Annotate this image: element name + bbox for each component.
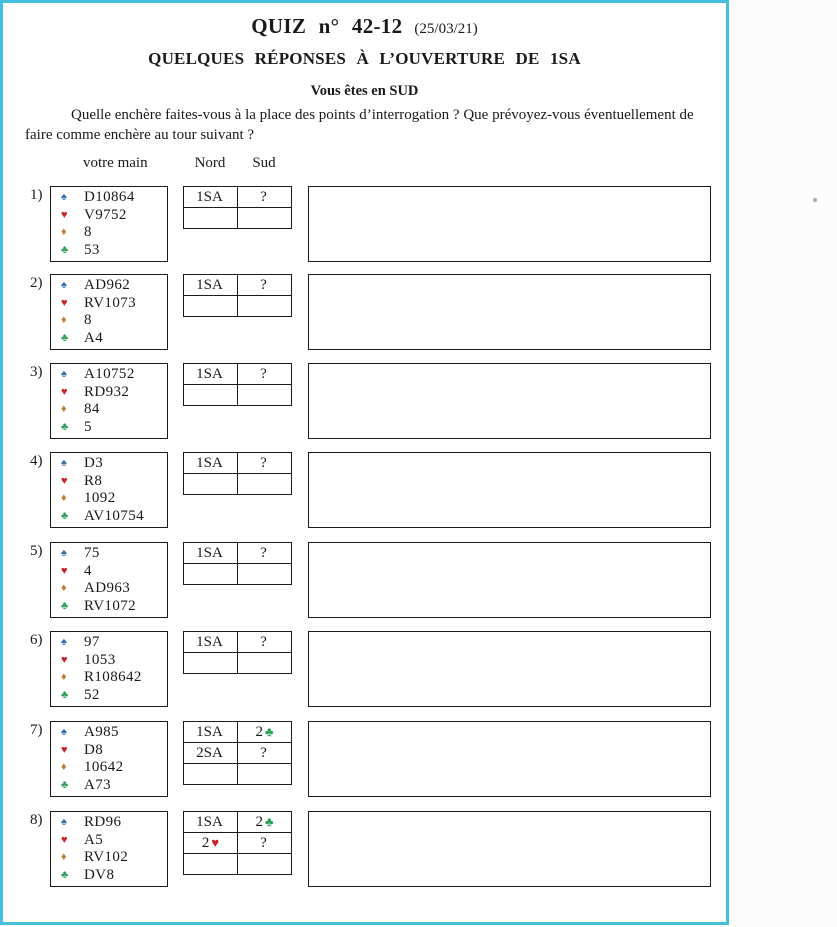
suit-line [51,687,167,705]
quiz-item-5 [3,542,732,620]
bid-text: ? [260,633,267,650]
bid-cell-nord [184,833,238,854]
club-cards: A4 [84,329,104,346]
bid-text: 2SA [196,744,223,761]
bid-cell-nord [184,564,238,585]
club-cards: A73 [84,776,112,793]
hand-box [50,811,168,887]
bid-cell-sud [238,364,292,385]
club-icon: ♣ [61,509,69,522]
bidding-table [183,363,292,406]
club-icon: ♣ [61,243,69,256]
bid-cell-sud [238,722,292,743]
item-number: 5) [30,543,43,559]
suit-line [51,384,167,402]
bid-text: 2 [255,723,263,740]
suit-line [51,563,167,581]
position-note: Vous êtes en SUD [310,83,419,99]
diamond-cards: 8 [84,312,92,329]
bidding-table [183,631,292,674]
quiz-item-2 [3,274,732,352]
quiz-item-8 [3,811,732,889]
suit-line [51,634,167,652]
bid-suit-icon: ♣ [264,813,274,829]
spade-cards: 75 [84,545,100,562]
bid-cell-sud [238,187,292,208]
spade-cards: D10864 [84,189,135,206]
spade-icon: ♠ [61,726,67,739]
quiz-subtitle: QUELQUES RÉPONSES À L’OUVERTURE DE 1SA [148,49,581,68]
suit-line [51,849,167,867]
suit-line [51,330,167,348]
heart-cards: A5 [84,831,104,848]
bid-text: 1SA [196,188,223,205]
bid-suit-icon: ♣ [264,723,274,739]
club-cards: DV8 [84,866,115,883]
hand-box [50,274,168,350]
bid-text: 1SA [196,723,223,740]
club-icon: ♣ [61,331,69,344]
bid-text: ? [260,188,267,205]
diamond-icon: ♦ [61,492,67,505]
bid-cell-sud [238,296,292,317]
spade-icon: ♠ [61,547,67,560]
diamond-cards: AD963 [84,580,131,597]
heart-icon: ♥ [61,208,68,221]
diamond-cards: RV102 [84,849,129,866]
bidding-table [183,811,292,875]
diamond-cards: 10642 [84,759,124,776]
quiz-item-6 [3,631,732,709]
bid-cell-sud [238,453,292,474]
bid-text: ? [260,276,267,293]
bid-cell-nord [184,854,238,875]
spade-icon: ♠ [61,368,67,381]
item-number: 6) [30,632,43,648]
bid-cell-nord [184,296,238,317]
suit-line [51,814,167,832]
column-header-hand: votre main [83,155,148,171]
suit-line [51,598,167,616]
diamond-icon: ♦ [61,671,67,684]
title-line [3,14,726,39]
bid-cell-sud [238,653,292,674]
spade-cards: A985 [84,724,119,741]
answer-box[interactable] [308,363,711,439]
heart-cards: D8 [84,741,104,758]
bid-cell-sud [238,275,292,296]
bid-cell-nord [184,543,238,564]
item-number: 1) [30,187,43,203]
item-number: 7) [30,722,43,738]
heart-icon: ♥ [61,564,68,577]
bid-cell-sud [238,564,292,585]
bid-cell-sud [238,474,292,495]
bid-cell-sud [238,632,292,653]
bid-cell-sud [238,854,292,875]
bid-cell-sud [238,833,292,854]
suit-line [51,277,167,295]
suit-line [51,401,167,419]
club-cards: RV1072 [84,597,137,614]
suit-line [51,490,167,508]
item-number: 4) [30,453,43,469]
answer-box[interactable] [308,452,711,528]
suit-line [51,545,167,563]
bid-text: ? [260,454,267,471]
suit-line [51,224,167,242]
suit-line [51,473,167,491]
bid-text: 2 [255,813,263,830]
suit-line [51,312,167,330]
suit-line [51,508,167,526]
bid-cell-nord [184,453,238,474]
bid-cell-sud [238,764,292,785]
suit-line [51,419,167,437]
bid-cell-nord [184,812,238,833]
item-number: 2) [30,275,43,291]
spade-cards: RD96 [84,814,122,831]
quiz-item-4 [3,452,732,530]
bid-cell-nord [184,275,238,296]
club-cards: 53 [84,241,100,258]
heart-cards: V9752 [84,206,127,223]
suit-line [51,580,167,598]
suit-line [51,189,167,207]
heart-cards: 4 [84,562,92,579]
heart-cards: R8 [84,472,103,489]
heart-icon: ♥ [61,474,68,487]
suit-line [51,867,167,885]
hand-box [50,363,168,439]
bid-text: 1SA [196,813,223,830]
spade-icon: ♠ [61,636,67,649]
bidding-table [183,721,292,785]
diamond-icon: ♦ [61,226,67,239]
bidding-table [183,186,292,229]
heart-icon: ♥ [61,743,68,756]
diamond-icon: ♦ [61,761,67,774]
item-number: 3) [30,364,43,380]
spade-cards: AD962 [84,277,131,294]
hand-box [50,721,168,797]
answer-box[interactable] [308,721,711,797]
spade-cards: A10752 [84,366,135,383]
scan-speck [813,198,817,202]
diamond-cards: 84 [84,401,100,418]
spade-icon: ♠ [61,816,67,829]
heart-cards: RD932 [84,383,130,400]
suit-line [51,455,167,473]
spade-cards: D3 [84,455,104,472]
spade-icon: ♠ [61,191,67,204]
hand-box [50,452,168,528]
diamond-cards: 1092 [84,490,116,507]
bid-text: ? [260,544,267,561]
answer-box[interactable] [308,811,711,887]
bid-text: 1SA [196,633,223,650]
heart-cards: 1053 [84,651,116,668]
suit-line [51,777,167,795]
bid-cell-nord [184,385,238,406]
diamond-icon: ♦ [61,582,67,595]
bidding-table [183,542,292,585]
bidding-table [183,274,292,317]
bid-cell-nord [184,653,238,674]
suit-line [51,669,167,687]
bid-cell-sud [238,543,292,564]
heart-icon: ♥ [61,653,68,666]
item-number: 8) [30,812,43,828]
spade-icon: ♠ [61,279,67,292]
bid-text: 1SA [196,365,223,382]
instructions-text: Quelle enchère faites-vous à la place des points d’interrogation ? Que prévoyez-vous éventuellement de faire comme enchère au tour suivant ? [25,107,694,143]
heart-cards: RV1073 [84,294,137,311]
spade-icon: ♠ [61,457,67,470]
heart-icon: ♥ [61,385,68,398]
hand-box [50,186,168,262]
column-header-nord: Nord [194,155,226,171]
bid-text: 2 [201,834,210,851]
bid-text: 1SA [196,544,223,561]
bid-cell-sud [238,208,292,229]
diamond-cards: 8 [84,224,92,241]
bid-cell-nord [184,187,238,208]
column-header-sud: Sud [252,155,276,171]
club-cards: 52 [84,686,100,703]
spade-cards: 97 [84,634,100,651]
bid-text: 1SA [196,276,223,293]
answer-box[interactable] [308,274,711,350]
bid-cell-sud [238,812,292,833]
bid-text: 1SA [196,454,223,471]
answer-box[interactable] [308,631,711,707]
hand-box [50,542,168,618]
bid-cell-nord [184,208,238,229]
answer-box[interactable] [308,542,711,618]
suit-line [51,366,167,384]
club-icon: ♣ [61,599,69,612]
club-icon: ♣ [61,778,69,791]
club-cards: AV10754 [84,507,145,524]
quiz-item-3 [3,363,732,441]
club-icon: ♣ [61,868,69,881]
suit-line [51,207,167,225]
suit-line [51,832,167,850]
club-icon: ♣ [61,420,69,433]
bid-cell-sud [238,385,292,406]
bid-cell-nord [184,364,238,385]
diamond-icon: ♦ [61,851,67,864]
suit-line [51,742,167,760]
bid-cell-nord [184,743,238,764]
club-cards: 5 [84,418,92,435]
diamond-icon: ♦ [61,403,67,416]
diamond-icon: ♦ [61,314,67,327]
bid-cell-nord [184,764,238,785]
suit-line [51,295,167,313]
quiz-title: QUIZ n° 42-12 [251,14,403,38]
diamond-cards: R108642 [84,669,142,686]
bid-cell-nord [184,632,238,653]
suit-line [51,242,167,260]
suit-line [51,652,167,670]
bid-cell-nord [184,722,238,743]
bidding-table [183,452,292,495]
bid-cell-sud [238,743,292,764]
quiz-item-1 [3,186,732,264]
bid-text: ? [260,834,267,851]
hand-box [50,631,168,707]
heart-icon: ♥ [61,833,68,846]
suit-line [51,759,167,777]
suit-line [51,724,167,742]
answer-box[interactable] [308,186,711,262]
bid-text: ? [260,744,267,761]
heart-icon: ♥ [61,296,68,309]
quiz-item-7 [3,721,732,799]
club-icon: ♣ [61,688,69,701]
quiz-date: (25/03/21) [414,21,478,37]
bid-text: ? [260,365,267,382]
bid-cell-nord [184,474,238,495]
bid-suit-icon: ♥ [211,834,220,850]
